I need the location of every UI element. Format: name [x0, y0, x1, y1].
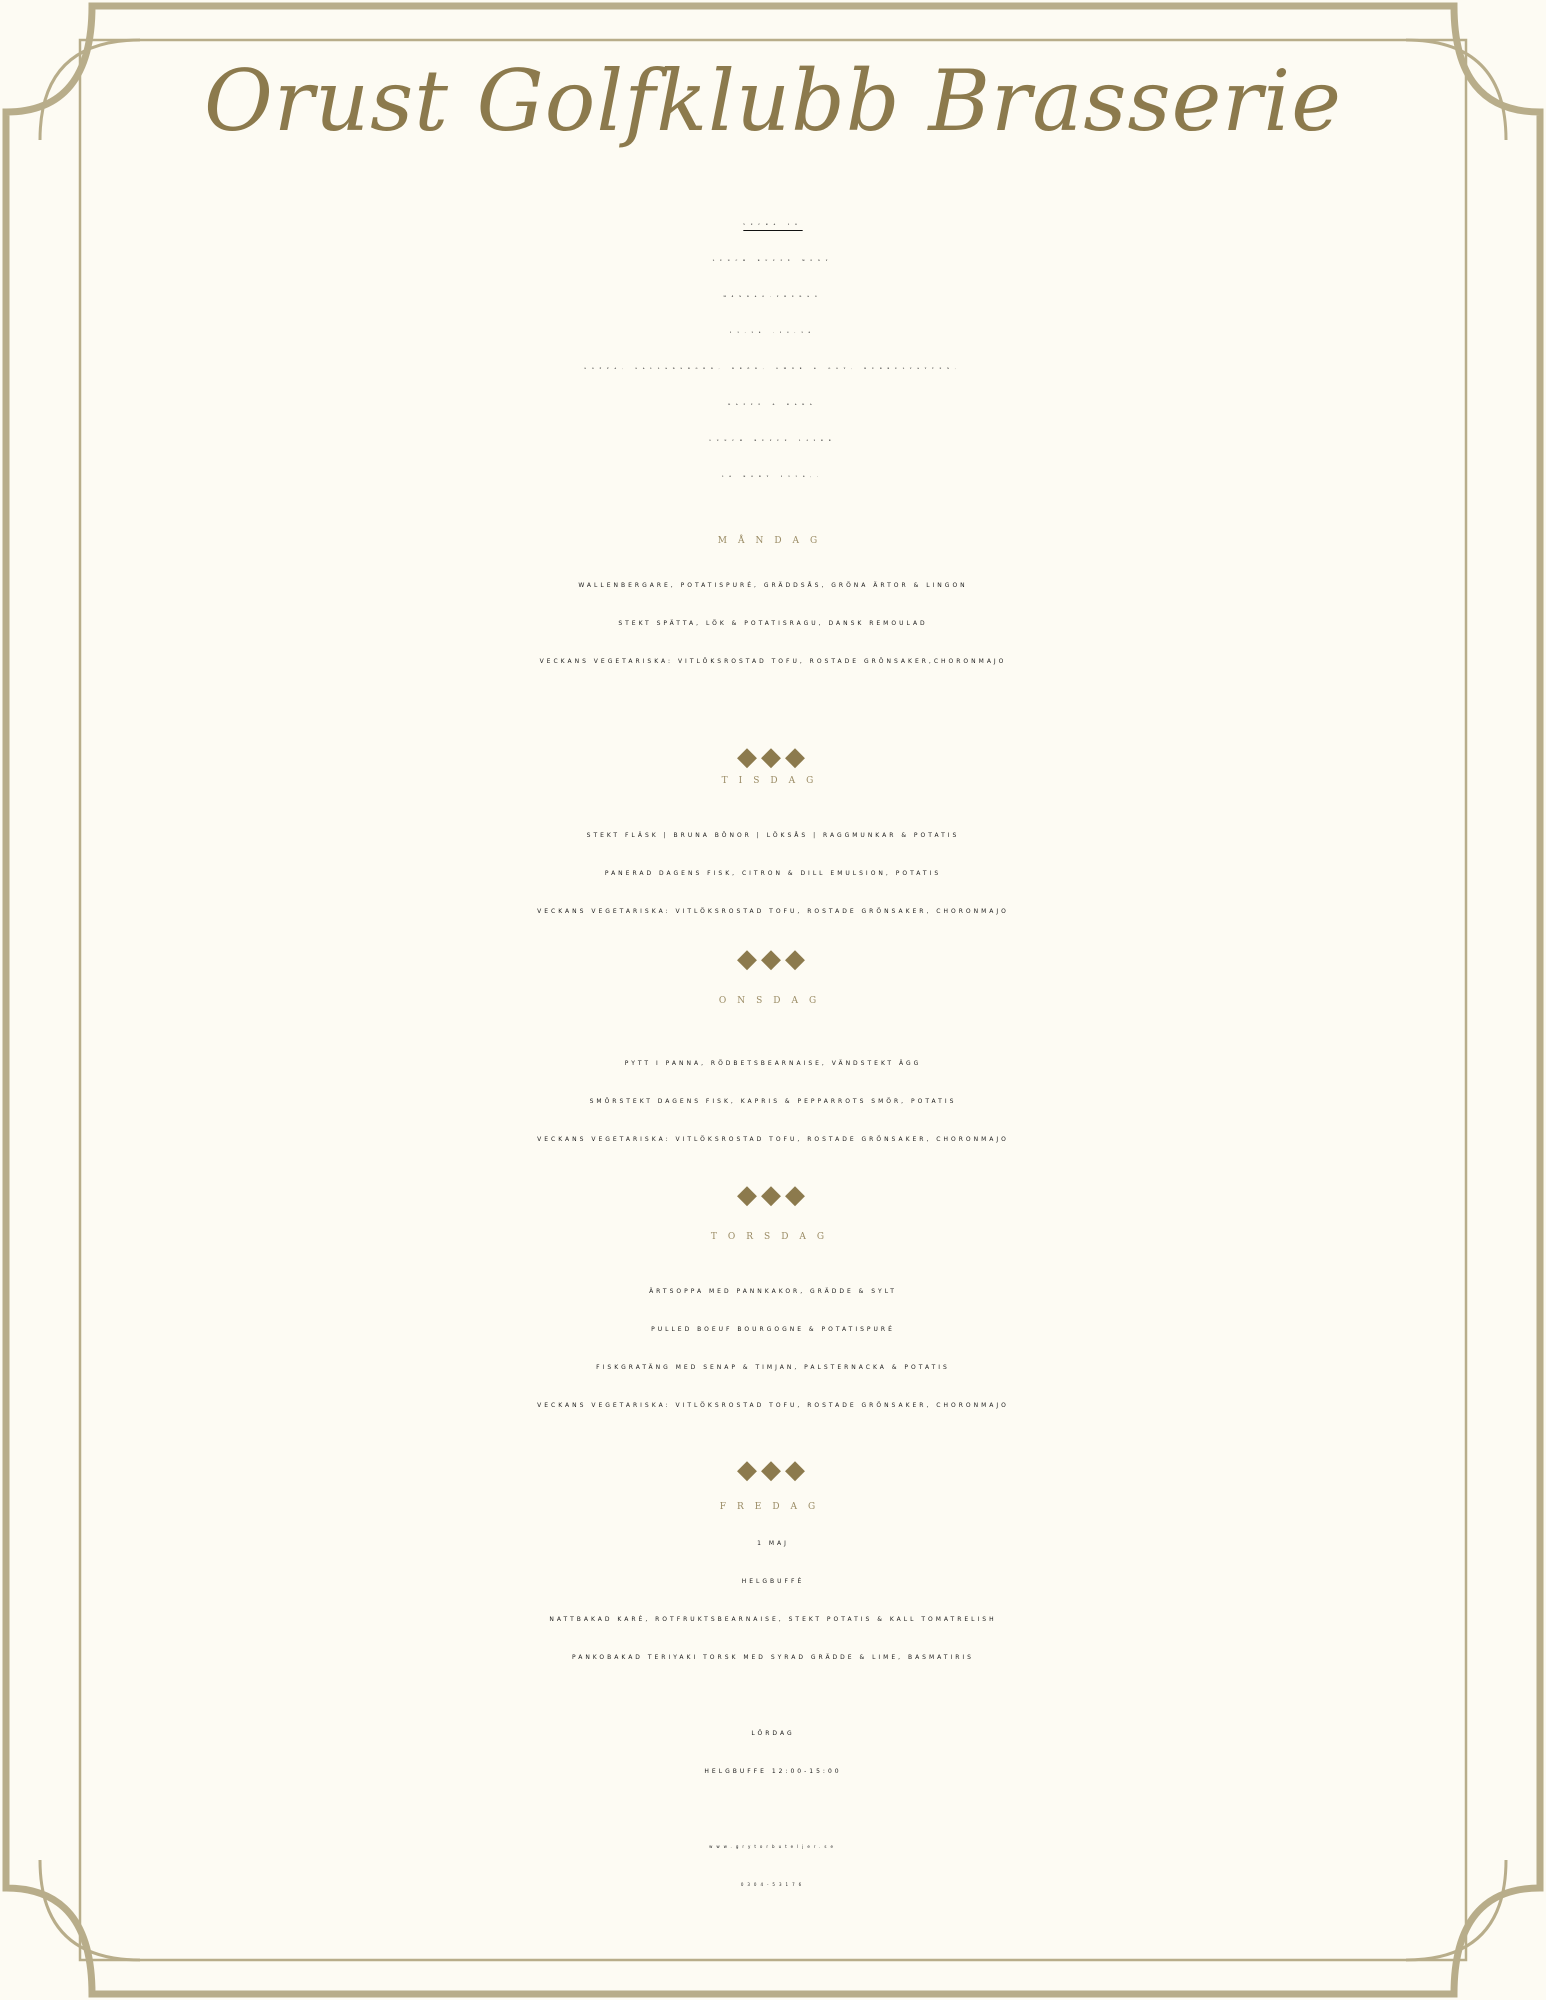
hours-label: 11:30 -14:30 — [729, 332, 817, 334]
price-label: LUNCH BUFFE 149KR — [709, 440, 837, 442]
day-heading-tisdag: TISDAG — [721, 776, 825, 786]
menu-item: VECKANS VEGETARISKA: VITLÖKSROSTAD TOFU, ROSTADE GRÖNSAKER, CHORONMAJO — [537, 1402, 1009, 1409]
days-label: MÅNDAG-FREDAG — [723, 296, 823, 298]
menu-item: 1 MAJ — [757, 1540, 789, 1547]
day-heading-lordag: LÖRDAG — [751, 1730, 795, 1737]
menu-item: VECKANS VEGETARISKA: VITLÖKSROSTAD TOFU, ROSTADE GRÖNSAKER, CHORONMAJO — [537, 1136, 1009, 1143]
menu-item: STEKT FLÄSK | BRUNA BÖNOR | LÖKSÅS | RAGGMUNKAR & POTATIS — [586, 832, 960, 839]
menu-item: SMÖRSTEKT DAGENS FISK, KAPRIS & PEPPARROTS SMÖR, POTATIS — [589, 1098, 957, 1105]
diamond-divider: ◆◆◆ — [737, 1455, 809, 1485]
menu-item: PULLED BOEUF BOURGOGNE & POTATISPURÉ — [651, 1326, 895, 1333]
menu-item: ÄRTSOPPA MED PANNKAKOR, GRÄDDE & SYLT — [649, 1288, 897, 1295]
menu-item: NATTBAKAD KARÉ, ROTFRUKTSBEARNAISE, STEKT POTATIS & KALL TOMATRELISH — [549, 1616, 997, 1623]
week-label — [0, 224, 1546, 226]
menu-item: STEKT SPÄTTA, LÖK & POTATISRAGU, DANSK REMOULAD — [618, 620, 928, 627]
phone-number: 0304-53176 — [740, 1882, 806, 1887]
restaurant-title: Orust Golfklubb Brasserie — [203, 52, 1343, 150]
menu-item: VECKANS VEGETARISKA: VITLÖKSROSTAD TOFU, ROSTADE GRÖNSAKER, CHORONMAJO — [537, 908, 1009, 915]
week-text: VECKA 18 — [743, 224, 803, 226]
menu-item: HELGBUFFÉ — [741, 1578, 805, 1585]
menu-item: FISKGRATÄNG MED SENAP & TIMJAN, PALSTERNACKA & POTATIS — [596, 1364, 950, 1371]
menu-item: PANKOBAKAD TERIYAKI TORSK MED SYRAD GRÄDDE & LIME, BASMATIRIS — [571, 1654, 974, 1661]
includes-line-1: SOPPA, SALLADSBORD, BRÖD, SMÖR & OST, BUBBELVATTEN, — [584, 368, 962, 370]
includes-line-2: KAFFE & KAKA — [728, 404, 818, 406]
menu-item: WALLENBERGARE, POTATISPURÉ, GRÄDDSÅS, GRÖNA ÄRTOR & LINGON — [578, 582, 968, 589]
diamond-divider: ◆◆◆ — [737, 1180, 809, 1210]
saturday-hours: HELGBUFFE 12:00-15:00 — [704, 1768, 842, 1775]
menu-item: PANERAD DAGENS FISK, CITRON & DILL EMULSION, POTATIS — [604, 870, 942, 877]
menu-item: PYTT I PANNA, RÖDBETSBEARNAISE, VÄNDSTEKT ÄGG — [624, 1060, 922, 1067]
card-price-label: 10 KORT 1350;- — [722, 476, 824, 478]
diamond-divider: ◆◆◆ — [737, 742, 809, 772]
menu-item: VECKANS VEGETARISKA: VITLÖKSROSTAD TOFU, ROSTADE GRÖNSAKER,CHORONMAJO — [539, 658, 1007, 665]
day-heading-onsdag: ONSDAG — [718, 996, 828, 1006]
day-heading-torsdag: TORSDAG — [710, 1232, 836, 1242]
menu-label: LUNCH BUFFÉ MENY — [712, 260, 834, 262]
website-link[interactable]: www.grytorbuteljer.se — [709, 1844, 837, 1849]
day-heading-fredag: FREDAG — [719, 1502, 827, 1512]
day-heading-mandag: MÅNDAG — [717, 536, 829, 546]
diamond-divider: ◆◆◆ — [737, 944, 809, 974]
